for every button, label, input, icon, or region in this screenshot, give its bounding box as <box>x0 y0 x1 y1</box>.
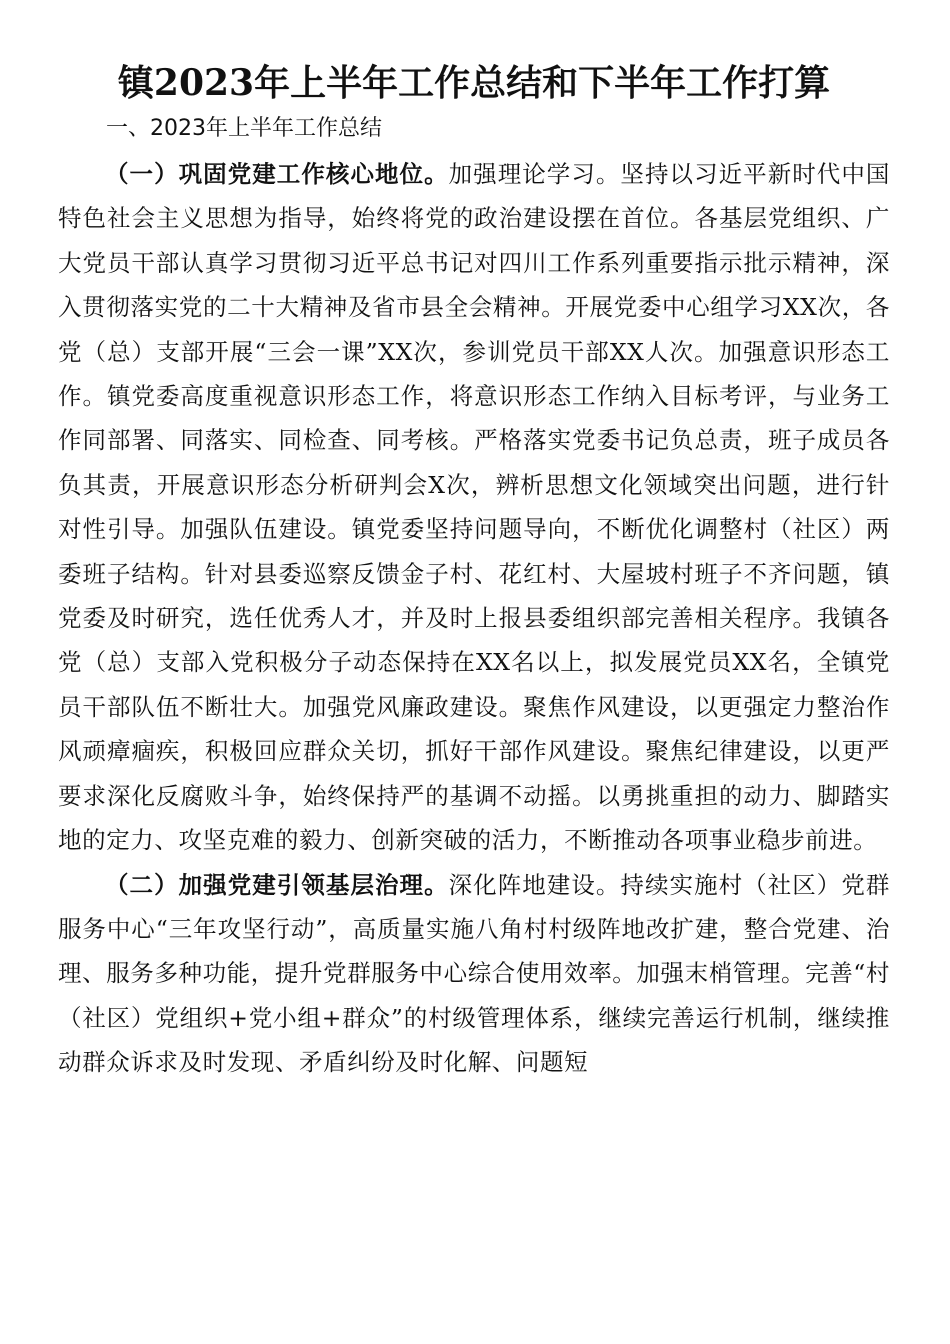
paragraph-grassroots-governance <box>58 863 890 1085</box>
paragraph-body: 深化阵地建设。持续实施村（社区）党群服务中心“三年攻坚行动”，高质量实施八角村村级阵地改扩建，整合党建、治理、服务多种功能，提升党群服务中心综合使用效率。加强末梢管理。完善“村（社区）党组织+党小组+群众”的村级管理体系，继续完善运行机制，继续推动群众诉求及时发现、矛盾纠纷及时化解、问题短 <box>58 870 891 1077</box>
section-heading: 一、2023年上半年工作总结 <box>106 116 382 141</box>
paragraph-body: 加强理论学习。坚持以习近平新时代中国特色社会主义思想为指导，始终将党的政治建设摆在首位。各基层党组织、广大党员干部认真学习贯彻习近平总书记对四川工作系列重要指示批示精神，深入贯彻落实党的二十大精神及省市县全会精神。开展党委中心组学习XX次，各党（总）支部开展“三会一课”XX次，参训党员干部XX人次。加强意识形态工作。镇党委高度重视意识形态工作，将意识形态工作纳入目标考评，与业务工作同部署、同落实、同检查、同考核。严格落实党委书记负总责，班子成员各负其责，开展意识形态分析研判会X次，辨析思想文化领域突出问题，进行针对性引导。加强队伍建设。镇党委坚持问题导向，不断优化调整村（社区）两委班子结构。针对县委巡察反馈金子村、花红村、大屋坡村班子不齐问题，镇党委及时研究，选任优秀人才，并及时上报县委组织部完善相关程序。我镇各党（总）支部入党积极分子动态保持在XX名以上，拟发展党员XX名，全镇党员干部队伍不断壮大。加强党风廉政建设。聚焦作风建设，以更强定力整治作风顽瘴痼疾，积极回应群众关切，抓好干部作风建设。聚焦纪律建设，以更严要求深化反腐败斗争，始终保持严的基调不动摇。以勇挑重担的动力、脚踏实地的定力、攻坚克难的毅力、创新突破的活力，不断推动各项事业稳步前进。 <box>58 160 890 855</box>
document-page <box>58 58 890 1085</box>
paragraph-lead: （二）加强党建引领基层治理。 <box>105 870 449 899</box>
document-title: 镇2023年上半年工作总结和下半年工作打算 <box>117 62 831 104</box>
paragraph-party-building-core <box>58 152 890 863</box>
paragraph-lead: （一）巩固党建工作核心地位。 <box>105 160 449 188</box>
